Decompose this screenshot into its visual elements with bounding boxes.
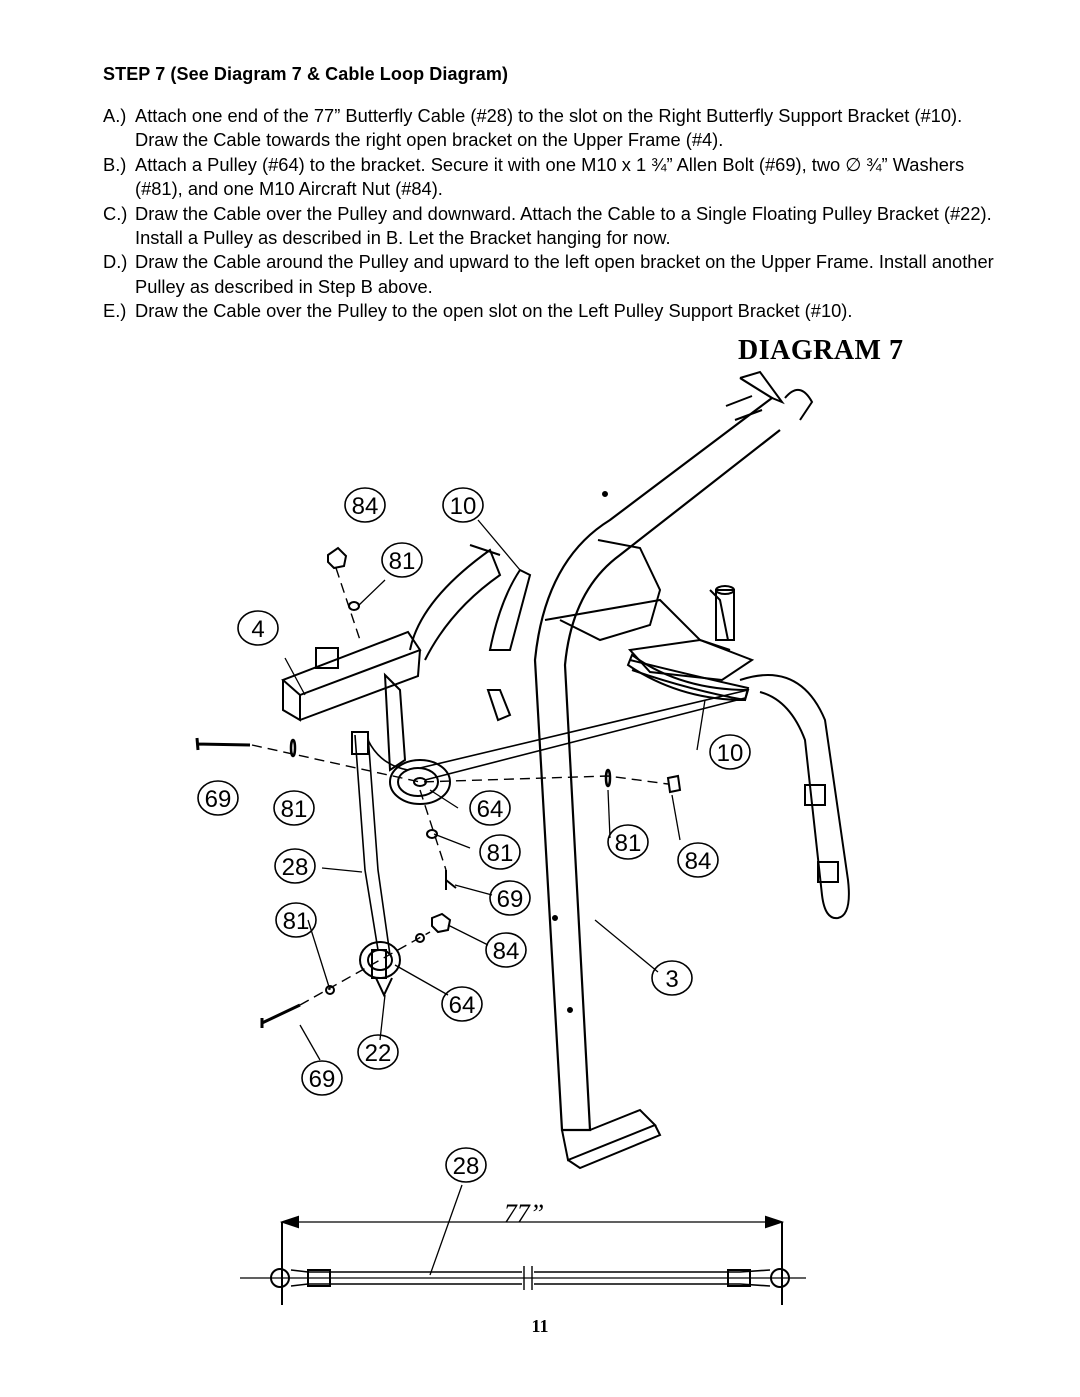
step-letter: D.) <box>103 251 128 273</box>
callout-label: 81 <box>280 796 308 823</box>
callout-label: 3 <box>665 966 679 993</box>
hardware <box>197 548 680 1028</box>
callout-label: 4 <box>251 616 265 643</box>
step-letter: B.) <box>103 153 127 175</box>
step-letter: A.) <box>103 105 127 126</box>
callout-label: 69 <box>204 786 232 813</box>
callout-label: 81 <box>282 908 310 935</box>
diagram-title: DIAGRAM 7 <box>738 335 904 366</box>
callout-label: 28 <box>452 1153 480 1180</box>
butterfly-bracket <box>488 570 748 720</box>
step-text: Attach a Pulley (#64) to the bracket. Secure it with one M10 x 1 ¾” Allen Bolt (#69), two ∅ ¾” Washers (#81), and one M10 Aircraft Nut (#84). <box>135 153 965 200</box>
callout-label: 84 <box>492 938 520 965</box>
callout-label: 10 <box>449 493 477 520</box>
step-text: Draw the Cable over the Pulley and downward. Attach the Cable to a Single Floating Pulley Bracket (#22). Install a Pulley as described in B. Let the Bracket hanging for now. <box>135 202 992 249</box>
callout-label: 64 <box>476 796 504 823</box>
cable <box>355 690 748 955</box>
callout-label: 81 <box>486 840 514 867</box>
step-letter: C.) <box>103 202 128 224</box>
callout-label: 64 <box>448 992 476 1019</box>
callout-label: 28 <box>281 854 309 881</box>
step-text: Attach one end of the 77” Butterfly Cable (#28) to the slot on the Right Butterfly Support Bracket (#10). Draw the Cable towards the right open bracket on the Upper Frame (#4). <box>135 105 963 151</box>
callout-label: 84 <box>351 493 379 520</box>
callout-label: 81 <box>388 548 416 575</box>
upper-frame <box>283 545 500 770</box>
cable-loop-diagram <box>240 1217 806 1305</box>
page-number: 11 <box>531 1316 549 1336</box>
callout-label: 81 <box>614 830 642 857</box>
callouts <box>198 488 750 1182</box>
leader-lines <box>282 520 705 1275</box>
callout-label: 22 <box>364 1040 392 1067</box>
step-text: Draw the Cable over the Pulley to the open slot on the Left Pulley Support Bracket (#10). <box>135 300 853 322</box>
callout-label: 84 <box>684 848 712 875</box>
main-frame <box>535 372 812 1168</box>
step-title: STEP 7 (See Diagram 7 & Cable Loop Diagram) <box>103 64 509 84</box>
callout-label: 10 <box>716 740 744 767</box>
callout-label: 69 <box>308 1066 336 1093</box>
cable-length-label: 77” <box>503 1199 545 1228</box>
step-letter: E.) <box>103 300 127 322</box>
step-text: Draw the Cable around the Pulley and upward to the left open bracket on the Upper Frame. Install another Pulley as described in Step B above. <box>135 251 994 297</box>
callout-label: 69 <box>496 886 524 913</box>
